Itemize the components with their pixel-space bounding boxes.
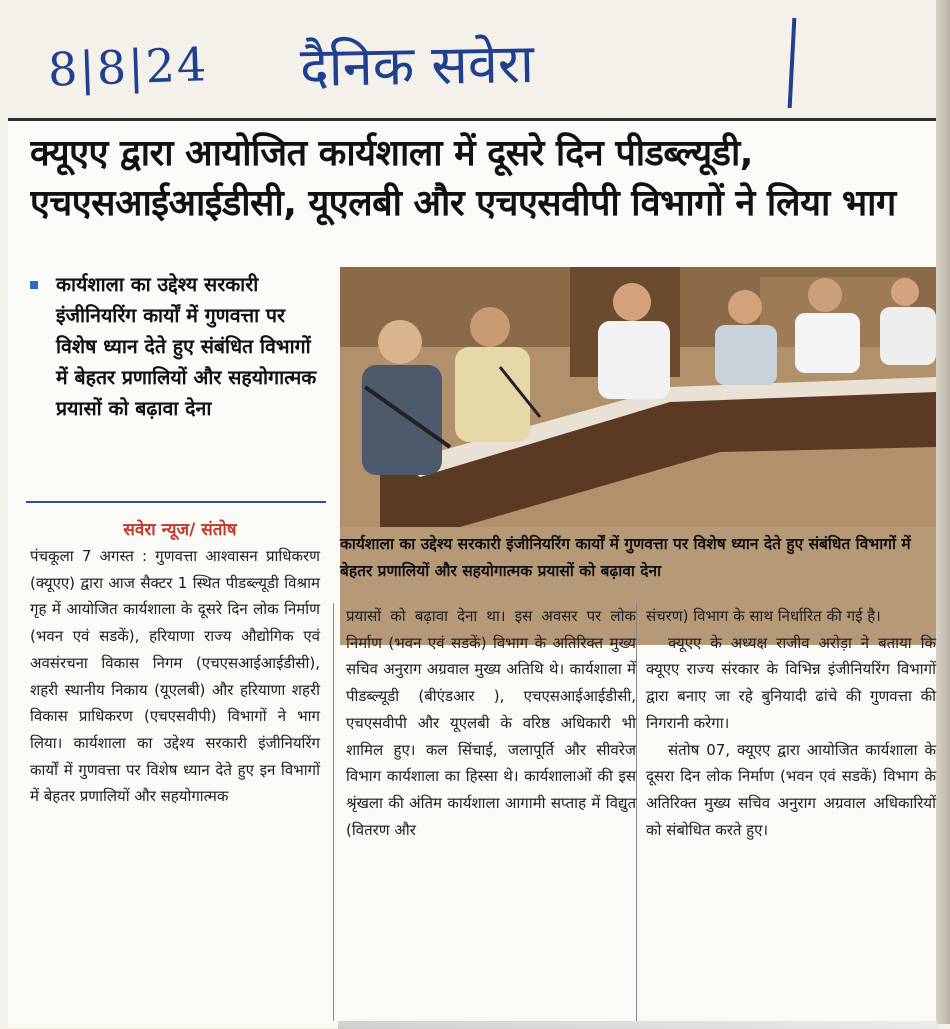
headline-line-2: एचएसआईआईडीसी, यूएलबी और एचएसवीपी विभागों ने लिया भाग	[30, 183, 896, 224]
article-column-3	[646, 603, 936, 1013]
article-paragraph: संचरण) विभाग के साथ निर्धारित की गई है।	[646, 607, 881, 625]
byline: सवेरा न्यूज/ संतोष	[123, 520, 237, 540]
meeting-photo-illustration	[340, 267, 936, 527]
highlight-divider	[26, 501, 326, 503]
handwritten-annotation	[0, 18, 950, 113]
article-paragraph: क्यूएए के अध्यक्ष राजीव अरोड़ा ने बताया कि क्यूएए राज्य संरकार के विभिन्न इंजीनियरिंग विभागों द्वारा बनाए जा रहे बुनियादी ढांचे की गुणवत्ता की निगरानी करेगा।	[646, 633, 936, 732]
bottom-edge-fade	[338, 1021, 938, 1029]
article-paragraph: संतोष 07, क्यूएए द्वारा आयोजित कार्यशाला के दूसरा दिन लोक निर्माण (भवन एवं सडकें) विभाग के अतिरिक्त मुख्य सचिव अनुराग अग्रवाल अधिकारियों को संबोधित करते हुए।	[646, 740, 936, 839]
paper-edge	[936, 0, 950, 1024]
newspaper-clipping	[8, 118, 936, 1027]
article-column-2	[346, 603, 636, 1013]
article-paragraph: प्रयासों को बढ़ावा देना था। इस अवसर पर लोक निर्माण (भवन एवं सडकें) विभाग के अतिरिक्त मुख्य सचिव अनुराग अग्रवाल मुख्य अतिथि थे। कार्यशाला में पीडब्ल्यूडी (बीएंडआर ), एचएसआईआईडीसी, एचएसवीपी और यूएलबी के वरिष्ठ अधिकारी भी शामिल हुए। कल सिंचाई, जलापूर्ति और सीवरेज विभाग कार्यशाला का हिस्सा थे। कार्यशालाओं की इस श्रृंखला की अंतिम कार्यशाला आगामी सप्ताह में विद्युत (वितरण और	[346, 607, 636, 839]
headline-line-1: क्यूएए द्वारा आयोजित कार्यशाला में दूसरे दिन पीडब्ल्यूडी,	[30, 133, 753, 174]
article-column-1	[30, 543, 320, 1013]
pen-stroke	[788, 18, 797, 108]
handwritten-date: 8|8|24	[47, 37, 209, 97]
column-divider	[636, 603, 637, 1021]
photo-caption: कार्यशाला का उद्देश्य सरकारी इंजीनियरिंग कार्यों में गुणवत्ता पर विशेष ध्यान देते हुए संबंधित विभागों में बेहतर प्रणालियों और सहयोगात्मक प्रयासों को बढ़ावा देना	[340, 535, 911, 580]
highlight-text: कार्यशाला का उद्देश्य सरकारी इंजीनियरिंग कार्यों में गुणवत्ता पर विशेष ध्यान देते हुए संबंधित विभागों में बेहतर प्रणालियों और सहयोगात्मक प्रयासों को बढ़ावा देना	[56, 273, 317, 420]
bullet-icon	[30, 281, 38, 289]
column-divider	[333, 603, 334, 1021]
headline	[30, 129, 920, 229]
article-paragraph: पंचकूला 7 अगस्त : गुणवत्ता आश्वासन प्राधिकरण (क्यूएए) द्वारा आज सैक्टर 1 स्थित पीडब्ल्यूडी विश्राम गृह में आयोजित कार्यशाला के दूसरे दिन लोक निर्माण (भवन एवं सडकें), हरियाणा राज्य औद्योगिक एवं अवसंरचना विकास निगम (एचएसआईआईडीसी), शहरी स्थानीय निकाय (यूएलबी) और हरियाणा शहरी विकास प्राधिकरण (एचएसवीपी) विभागों ने भाग लिया। कार्यशाला का उद्देश्य सरकारी इंजीनियरिंग कार्यों में गुणवत्ता पर विशेष ध्यान देते हुए इन विभागों में बेहतर प्रणालियों और सहयोगात्मक	[30, 547, 320, 806]
highlight-box	[30, 269, 320, 495]
handwritten-newspaper-name: दैनिक सवेरा	[299, 31, 535, 100]
